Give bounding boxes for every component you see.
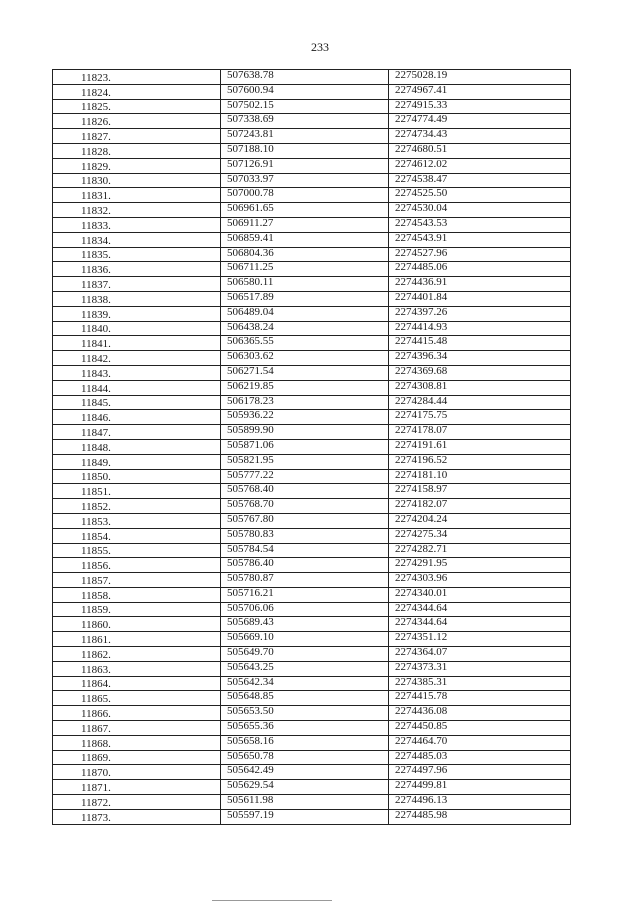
x-coordinate-cell: 506961.65 [221,203,389,218]
x-coordinate-cell: 505655.36 [221,721,389,736]
point-number-cell: 11834. [53,232,221,247]
point-number-cell: 11838. [53,291,221,306]
y-coordinate-cell: 2274612.02 [389,158,571,173]
x-coordinate-cell: 507188.10 [221,143,389,158]
x-coordinate-cell: 507502.15 [221,99,389,114]
point-number-cell: 11839. [53,306,221,321]
x-coordinate-cell: 505780.83 [221,528,389,543]
y-coordinate-cell: 2274450.85 [389,721,571,736]
x-coordinate-cell: 505658.16 [221,735,389,750]
x-coordinate-cell: 506365.55 [221,336,389,351]
table-row [53,232,571,247]
point-number-cell: 11835. [53,247,221,262]
x-coordinate-cell: 505597.19 [221,809,389,824]
y-coordinate-cell: 2274530.04 [389,203,571,218]
table-row [53,143,571,158]
point-number-cell: 11824. [53,84,221,99]
table-row [53,203,571,218]
table-row [53,809,571,824]
table-row [53,321,571,336]
table-row [53,277,571,292]
point-number-cell: 11845. [53,395,221,410]
y-coordinate-cell: 2274734.43 [389,129,571,144]
point-number-cell: 11856. [53,558,221,573]
y-coordinate-cell: 2274485.06 [389,262,571,277]
point-number-cell: 11854. [53,528,221,543]
y-coordinate-cell: 2274344.64 [389,602,571,617]
y-coordinate-cell: 2274485.98 [389,809,571,824]
y-coordinate-cell: 2274415.48 [389,336,571,351]
point-number-cell: 11828. [53,143,221,158]
point-number-cell: 11865. [53,691,221,706]
point-number-cell: 11830. [53,173,221,188]
x-coordinate-cell: 506804.36 [221,247,389,262]
x-coordinate-cell: 506711.25 [221,262,389,277]
table-row [53,395,571,410]
x-coordinate-cell: 507600.94 [221,84,389,99]
table-row [53,336,571,351]
y-coordinate-cell: 2274464.70 [389,735,571,750]
y-coordinate-cell: 2274308.81 [389,380,571,395]
table-row [53,439,571,454]
page-number: 233 [311,40,329,54]
table-row [53,217,571,232]
x-coordinate-cell: 505784.54 [221,543,389,558]
table-row [53,84,571,99]
x-coordinate-cell: 507638.78 [221,70,389,85]
x-coordinate-cell: 506580.11 [221,277,389,292]
y-coordinate-cell: 2274282.71 [389,543,571,558]
table-row [53,425,571,440]
table-row [53,351,571,366]
table-row [53,676,571,691]
point-number-cell: 11857. [53,573,221,588]
y-coordinate-cell: 2274340.01 [389,587,571,602]
point-number-cell: 11859. [53,602,221,617]
table-row [53,469,571,484]
y-coordinate-cell: 2274303.96 [389,573,571,588]
x-coordinate-cell: 507033.97 [221,173,389,188]
x-coordinate-cell: 505650.78 [221,750,389,765]
y-coordinate-cell: 2274499.81 [389,780,571,795]
y-coordinate-cell: 2274414.93 [389,321,571,336]
x-coordinate-cell: 506517.89 [221,291,389,306]
point-number-cell: 11872. [53,795,221,810]
x-coordinate-cell: 507338.69 [221,114,389,129]
y-coordinate-cell: 2274175.75 [389,410,571,425]
point-number-cell: 11873. [53,809,221,824]
x-coordinate-cell: 506859.41 [221,232,389,247]
y-coordinate-cell: 2274385.31 [389,676,571,691]
table-row [53,543,571,558]
point-number-cell: 11841. [53,336,221,351]
table-row [53,499,571,514]
table-row [53,129,571,144]
table-row [53,706,571,721]
y-coordinate-cell: 2274182.07 [389,499,571,514]
x-coordinate-cell: 505871.06 [221,439,389,454]
table-row [53,735,571,750]
point-number-cell: 11864. [53,676,221,691]
x-coordinate-cell: 506489.04 [221,306,389,321]
x-coordinate-cell: 505653.50 [221,706,389,721]
y-coordinate-cell: 2274497.96 [389,765,571,780]
x-coordinate-cell: 505706.06 [221,602,389,617]
table-row [53,528,571,543]
point-number-cell: 11870. [53,765,221,780]
y-coordinate-cell: 2275028.19 [389,70,571,85]
y-coordinate-cell: 2274196.52 [389,454,571,469]
x-coordinate-cell: 505786.40 [221,558,389,573]
x-coordinate-cell: 505716.21 [221,587,389,602]
y-coordinate-cell: 2274275.34 [389,528,571,543]
x-coordinate-cell: 505767.80 [221,513,389,528]
table-row [53,602,571,617]
x-coordinate-cell: 505821.95 [221,454,389,469]
table-row [53,573,571,588]
table-row [53,661,571,676]
point-number-cell: 11826. [53,114,221,129]
point-number-cell: 11842. [53,351,221,366]
table-row [53,188,571,203]
x-coordinate-cell: 506911.27 [221,217,389,232]
table-row [53,484,571,499]
y-coordinate-cell: 2274543.53 [389,217,571,232]
y-coordinate-cell: 2274191.61 [389,439,571,454]
x-coordinate-cell: 506303.62 [221,351,389,366]
y-coordinate-cell: 2274680.51 [389,143,571,158]
table-row [53,454,571,469]
y-coordinate-cell: 2274369.68 [389,365,571,380]
table-row [53,410,571,425]
y-coordinate-cell: 2274525.50 [389,188,571,203]
point-number-cell: 11869. [53,750,221,765]
x-coordinate-cell: 505611.98 [221,795,389,810]
table-row [53,721,571,736]
table-row [53,780,571,795]
x-coordinate-cell: 505936.22 [221,410,389,425]
point-number-cell: 11833. [53,217,221,232]
point-number-cell: 11861. [53,632,221,647]
x-coordinate-cell: 506271.54 [221,365,389,380]
x-coordinate-cell: 505669.10 [221,632,389,647]
point-number-cell: 11848. [53,439,221,454]
table-row [53,365,571,380]
y-coordinate-cell: 2274204.24 [389,513,571,528]
point-number-cell: 11823. [53,70,221,85]
x-coordinate-cell: 505780.87 [221,573,389,588]
point-number-cell: 11868. [53,735,221,750]
coordinate-table [52,69,571,825]
table-row [53,513,571,528]
point-number-cell: 11840. [53,321,221,336]
y-coordinate-cell: 2274485.03 [389,750,571,765]
point-number-cell: 11847. [53,425,221,440]
y-coordinate-cell: 2274158.97 [389,484,571,499]
table-row [53,750,571,765]
point-number-cell: 11866. [53,706,221,721]
x-coordinate-cell: 506219.85 [221,380,389,395]
y-coordinate-cell: 2274543.91 [389,232,571,247]
y-coordinate-cell: 2274344.64 [389,617,571,632]
point-number-cell: 11871. [53,780,221,795]
table-row [53,291,571,306]
point-number-cell: 11827. [53,129,221,144]
table-row [53,795,571,810]
y-coordinate-cell: 2274538.47 [389,173,571,188]
x-coordinate-cell: 505642.49 [221,765,389,780]
table-row [53,691,571,706]
y-coordinate-cell: 2274774.49 [389,114,571,129]
point-number-cell: 11831. [53,188,221,203]
point-number-cell: 11850. [53,469,221,484]
y-coordinate-cell: 2274915.33 [389,99,571,114]
table-row [53,70,571,85]
footer-rule [212,900,332,901]
y-coordinate-cell: 2274496.13 [389,795,571,810]
table-row [53,617,571,632]
point-number-cell: 11858. [53,587,221,602]
y-coordinate-cell: 2274401.84 [389,291,571,306]
table-row [53,765,571,780]
x-coordinate-cell: 507243.81 [221,129,389,144]
x-coordinate-cell: 506438.24 [221,321,389,336]
x-coordinate-cell: 505649.70 [221,647,389,662]
y-coordinate-cell: 2274397.26 [389,306,571,321]
point-number-cell: 11846. [53,410,221,425]
x-coordinate-cell: 505768.40 [221,484,389,499]
table-row [53,114,571,129]
y-coordinate-cell: 2274527.96 [389,247,571,262]
point-number-cell: 11853. [53,513,221,528]
table-row [53,647,571,662]
point-number-cell: 11849. [53,454,221,469]
x-coordinate-cell: 505643.25 [221,661,389,676]
x-coordinate-cell: 505648.85 [221,691,389,706]
point-number-cell: 11860. [53,617,221,632]
point-number-cell: 11825. [53,99,221,114]
point-number-cell: 11851. [53,484,221,499]
y-coordinate-cell: 2274415.78 [389,691,571,706]
point-number-cell: 11855. [53,543,221,558]
table-row [53,632,571,647]
y-coordinate-cell: 2274373.31 [389,661,571,676]
y-coordinate-cell: 2274284.44 [389,395,571,410]
x-coordinate-cell: 505899.90 [221,425,389,440]
y-coordinate-cell: 2274351.12 [389,632,571,647]
table-row [53,380,571,395]
x-coordinate-cell: 505629.54 [221,780,389,795]
y-coordinate-cell: 2274178.07 [389,425,571,440]
y-coordinate-cell: 2274181.10 [389,469,571,484]
point-number-cell: 11832. [53,203,221,218]
x-coordinate-cell: 505777.22 [221,469,389,484]
table-row [53,247,571,262]
coordinate-table-body [53,70,571,825]
table-row [53,587,571,602]
table-row [53,158,571,173]
y-coordinate-cell: 2274436.08 [389,706,571,721]
point-number-cell: 11863. [53,661,221,676]
x-coordinate-cell: 505642.34 [221,676,389,691]
y-coordinate-cell: 2274436.91 [389,277,571,292]
point-number-cell: 11852. [53,499,221,514]
table-row [53,558,571,573]
y-coordinate-cell: 2274364.07 [389,647,571,662]
point-number-cell: 11837. [53,277,221,292]
y-coordinate-cell: 2274396.34 [389,351,571,366]
table-row [53,262,571,277]
y-coordinate-cell: 2274291.95 [389,558,571,573]
table-row [53,306,571,321]
table-row [53,173,571,188]
y-coordinate-cell: 2274967.41 [389,84,571,99]
point-number-cell: 11829. [53,158,221,173]
point-number-cell: 11862. [53,647,221,662]
point-number-cell: 11843. [53,365,221,380]
x-coordinate-cell: 506178.23 [221,395,389,410]
point-number-cell: 11836. [53,262,221,277]
x-coordinate-cell: 507126.91 [221,158,389,173]
point-number-cell: 11867. [53,721,221,736]
x-coordinate-cell: 507000.78 [221,188,389,203]
x-coordinate-cell: 505689.43 [221,617,389,632]
x-coordinate-cell: 505768.70 [221,499,389,514]
table-row [53,99,571,114]
point-number-cell: 11844. [53,380,221,395]
